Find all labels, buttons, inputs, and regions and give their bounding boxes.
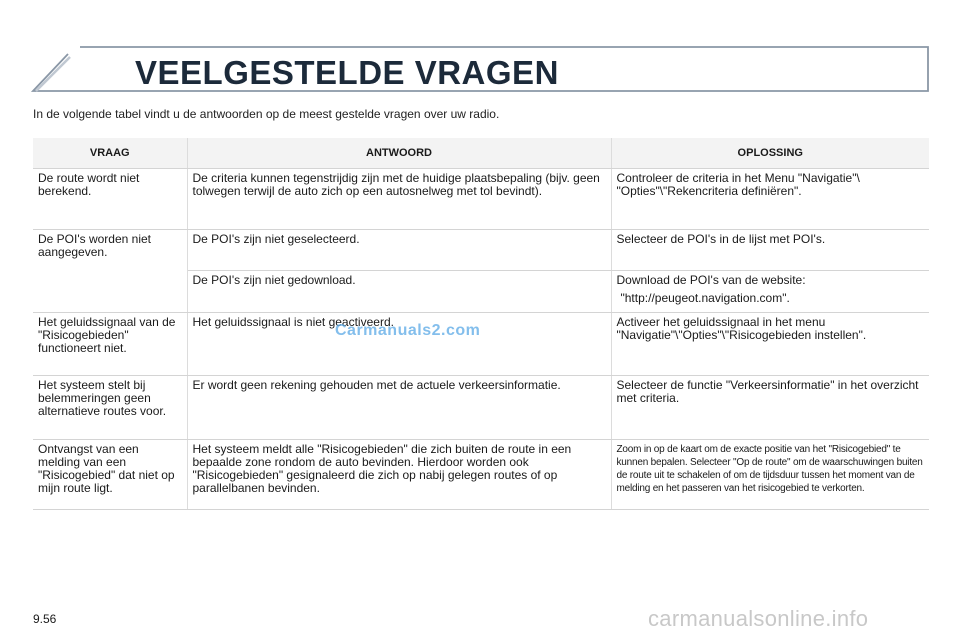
answer-cell: De POI's zijn niet gedownload. (187, 271, 611, 313)
answer-cell: De criteria kunnen tegenstrijdig zijn met de huidige plaatsbepaling (bijv. geen tolwegen terwijl de auto zich op een autosnelweg met tol bevindt). (187, 169, 611, 230)
question-cell: De route wordt niet berekend. (33, 169, 187, 230)
solution-cell: Zoom in op de kaart om de exacte positie van het "Risicogebied" te kunnen bepalen. Selecteer "Op de route" om de waarschuwingen buiten de route uit te schakelen of om de tijdsduur tussen het moment van de melding en het passeren van het risicogebied te verkorten. (611, 440, 929, 510)
table-row (33, 440, 929, 510)
faq-table (33, 138, 929, 510)
column-header-oplossing: OPLOSSING (611, 138, 929, 169)
table-header-row (33, 138, 929, 169)
table-row (33, 376, 929, 440)
answer-cell: Het systeem meldt alle "Risicogebieden" die zich buiten de route in een bepaalde zone rondom de auto bevinden. Hierdoor worden ook "Risicogebieden" gesignaleerd die zich op nabij gelegen routes of op parallelbanen bevinden. (187, 440, 611, 510)
intro-text: In de volgende tabel vindt u de antwoorden op de meest gestelde vragen over uw radio. (33, 107, 500, 121)
question-cell: Het systeem stelt bij belemmeringen geen alternatieve routes voor. (33, 376, 187, 440)
question-cell: Het geluidssignaal van de "Risicogebieden" functioneert niet. (33, 313, 187, 376)
solution-cell: Controleer de criteria in het Menu "Navigatie"\ "Opties"\"Rekencriteria definiëren". (611, 169, 929, 230)
table-row (33, 169, 929, 230)
page-title: VEELGESTELDE VRAGEN (135, 54, 559, 91)
solution-cell: Activeer het geluidssignaal in het menu "Navigatie"\"Opties"\"Risicogebieden instellen". (611, 313, 929, 376)
question-cell: Ontvangst van een melding van een "Risicogebied" dat niet op mijn route ligt. (33, 440, 187, 510)
table-row (33, 230, 929, 271)
solution-text: Download de POI's van de website: (616, 273, 806, 287)
table-row (33, 313, 929, 376)
solution-cell (611, 271, 929, 313)
watermark-bottom: carmanualsonline.info (648, 606, 869, 631)
answer-cell: Het geluidssignaal is niet geactiveerd. (187, 313, 611, 376)
website-url: "http://peugeot.navigation.com". (620, 291, 790, 305)
page-number: 9.56 (33, 612, 57, 626)
solution-cell: Selecteer de functie "Verkeersinformatie" in het overzicht met criteria. (611, 376, 929, 440)
question-cell: De POI's worden niet aangegeven. (33, 230, 187, 313)
answer-cell: Er wordt geen rekening gehouden met de actuele verkeersinformatie. (187, 376, 611, 440)
solution-cell: Selecteer de POI's in de lijst met POI's. (611, 230, 929, 271)
column-header-vraag: VRAAG (33, 138, 187, 169)
column-header-antwoord: ANTWOORD (187, 138, 611, 169)
answer-cell: De POI's zijn niet geselecteerd. (187, 230, 611, 271)
watermark-mid: Carmanuals2.com (335, 322, 481, 339)
